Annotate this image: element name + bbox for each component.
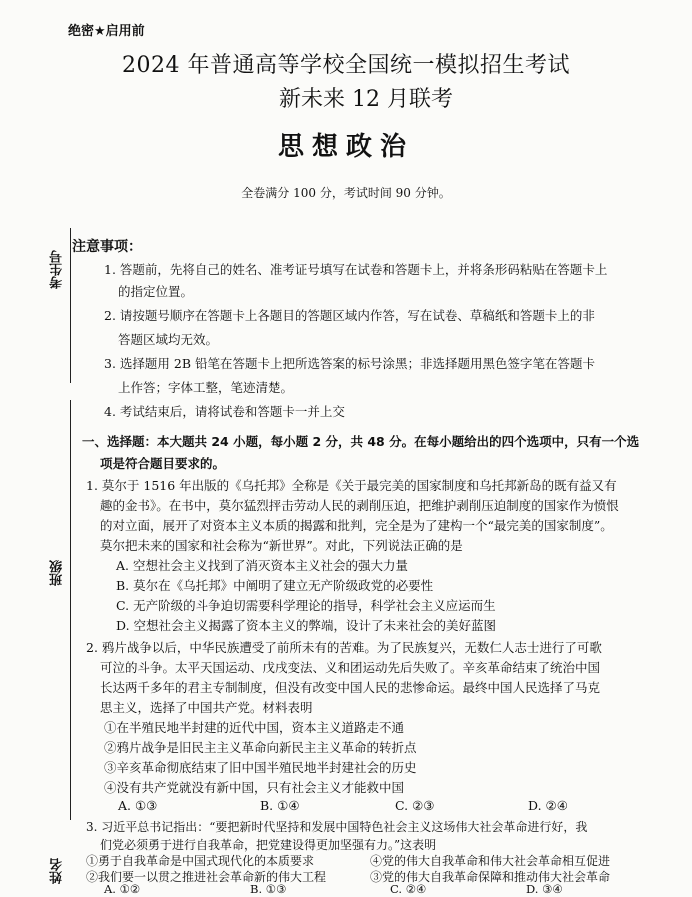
q3-choice-c: C. ②④	[390, 882, 427, 896]
binding-line	[70, 400, 71, 820]
exam-title: 2024 年普通高等学校全国统一模拟招生考试	[122, 53, 570, 78]
q1-stem-line: 莫尔把未来的国家和社会称为“新世界”。对此，下列说法正确的是	[100, 538, 463, 553]
q2-statement: ③辛亥革命彻底结束了旧中国半殖民地半封建社会的历史	[104, 760, 417, 775]
q1-option-c: C. 无产阶级的斗争迫切需要科学理论的指导，科学社会主义应运而生	[116, 598, 496, 613]
q2-choice-b: B. ①④	[260, 798, 300, 813]
exam-number-label: 考生号	[50, 250, 65, 289]
notice-title: 注意事项：	[72, 239, 142, 255]
q1-stem-line: 趣的金书》。在书中，莫尔猛烈抨击劳动人民的剥削压迫，把维护剥削压迫制度的国家作为愤恨	[100, 498, 619, 513]
q2-stem-line: 2. 鸦片战争以后，中华民族遭受了前所未有的苦难。为了民族复兴，无数仁人志士进行了可歌	[86, 640, 602, 655]
section-heading-cont: 项是符合题目要求的。	[100, 456, 226, 471]
notice-line: 答题区域均无效。	[118, 332, 219, 347]
q3-choice-a: A. ①②	[104, 882, 141, 896]
q1-stem-line: 1. 莫尔于 1516 年出版的《乌托邦》全称是《关于最完美的国家制度和乌托邦新岛的既有益又有	[86, 478, 617, 493]
q3-stem-line: 3. 习近平总书记指出：“要把新时代坚持和发展中国特色社会主义这场伟大社会革命进行好，我	[86, 820, 588, 834]
q3-statement: ④党的伟大自我革命和伟大社会革命相互促进	[370, 854, 611, 868]
q2-statement: ①在半殖民地半封建的近代中国，资本主义道路走不通	[104, 720, 405, 735]
section-heading: 一、选择题：本大题共 24 小题，每小题 2 分，共 48 分。在每小题给出的四个选项中，只有一个选	[82, 434, 640, 449]
q1-option-a: A. 空想社会主义找到了消灭资本主义社会的强大力量	[116, 558, 408, 573]
class-label: 班级	[50, 560, 65, 586]
score-info: 全卷满分 100 分，考试时间 90 分钟。	[241, 186, 451, 200]
notice-line: 1. 答题前，先将自己的姓名、准考证号填写在试卷和答题卡上，并将条形码粘贴在答题卡上	[104, 262, 608, 277]
q2-stem-line: 可泣的斗争。太平天国运动、戊戌变法、义和团运动先后失败了。辛亥革命结束了统治中国	[100, 660, 601, 675]
binding-line	[70, 228, 71, 383]
q2-stem-line: 长达两千多年的君主专制制度，但没有改变中国人民的悲惨命运。最终中国人民选择了马克	[100, 680, 601, 695]
q3-statement: ①勇于自我革命是中国式现代化的本质要求	[86, 854, 315, 868]
q2-choice-c: C. ②③	[395, 798, 435, 813]
q1-option-d: D. 空想社会主义揭露了资本主义的弊端，设计了未来社会的美好蓝图	[116, 618, 497, 633]
name-label: 姓名	[50, 858, 65, 884]
exam-subtitle: 新未来 12 月联考	[279, 87, 453, 112]
q3-choice-b: B. ①③	[250, 882, 287, 896]
q1-option-b: B. 莫尔在《乌托邦》中阐明了建立无产阶级政党的必要性	[116, 578, 434, 593]
subject-title: 思想政治	[277, 132, 414, 162]
notice-line: 2. 请按题号顺序在答题卡上各题目的答题区域内作答，写在试卷、草稿纸和答题卡上的非	[104, 308, 595, 323]
q2-stem-line: 思主义，选择了中国共产党。材料表明	[100, 700, 313, 715]
notice-line: 4. 考试结束后，请将试卷和答题卡一并上交	[104, 404, 345, 419]
notice-line: 3. 选择题用 2B 铅笔在答题卡上把所选答案的标号涂黑；非选择题用黑色签字笔在答题卡	[104, 356, 595, 371]
q3-statement: ②我们要一以贯之推进社会革命新的伟大工程	[86, 870, 327, 884]
notice-line: 上作答；字体工整，笔迹清楚。	[118, 380, 294, 395]
q3-stem-line: 们党必须勇于进行自我革命，把党建设得更加坚强有力。”这表明	[100, 838, 437, 852]
q3-statement: ③党的伟大自我革命保障和推动伟大社会革命	[370, 870, 611, 884]
q2-choice-a: A. ①③	[118, 798, 158, 813]
q1-stem-line: 的对立面，展开了对资本主义本质的揭露和批判，完全是为了建构一个“最完美的国家制度”。	[100, 518, 613, 533]
q2-choice-d: D. ②④	[528, 798, 568, 813]
q2-statement: ④没有共产党就没有新中国，只有社会主义才能救中国	[104, 780, 405, 795]
q3-choice-d: D. ③④	[526, 882, 563, 896]
notice-line: 的指定位置。	[118, 284, 194, 299]
q2-statement: ②鸦片战争是旧民主主义革命向新民主主义革命的转折点	[104, 740, 417, 755]
confidential-label: 绝密★启用前	[68, 24, 145, 39]
